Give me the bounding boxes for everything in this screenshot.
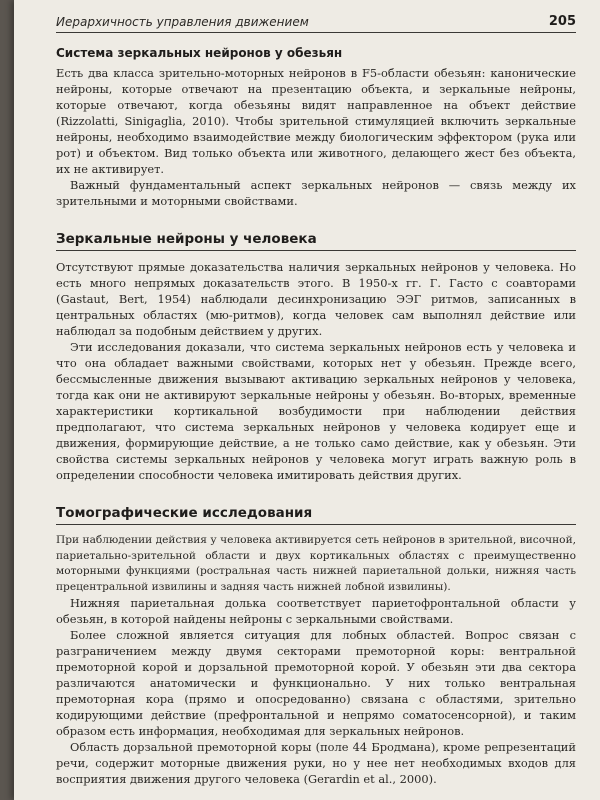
page-number: 205 (548, 14, 576, 29)
paragraph: Область дорзальной премоторной коры (поле 44 Бродмана), кроме репрезентаций речи, содержит моторные движения руки, но у нее нет необходимых входов для восприятия движения другого человека (Gerardin et al., 2000). (56, 740, 576, 786)
paragraph: Отсутствуют прямые доказательства наличия зеркальных нейронов у человека. Но есть много непрямых доказательств этого. В 1950-х гг. Г. Гасто с соавторами (Gastaut, Bert, 1954) наблюдали десинхронизацию ЭЭГ ритмов, записанных в центральных областях (мю-ритмов), когда человек сам выполнял действие или наблюдал за подобным действием у других. (56, 260, 576, 338)
section-heading: Томографические исследования (56, 505, 576, 525)
page-content (56, 46, 576, 787)
paragraph: Эти исследования доказали, что система зеркальных нейронов есть у человека и что она обладает важными свойствами, которых нет у обезьян. Прежде всего, бессмысленные движения вызывают активацию зеркальных нейронов у человека, тогда как они не активируют зеркальные нейроны у обезьян. Во-вторых, временные характеристики кортикальной возбудимости при наблюдении действия предполагают, что система зеркальных нейронов у человека кодирует еще и движения, формирующие действие, а не только само действие, как у обезьян. Эти свойства системы зеркальных нейронов у человека могут играть важную роль в определении способности человека имитировать действия других. (56, 340, 576, 482)
paragraph: Есть два класса зрительно-моторных нейронов в F5-области обезьян: канонические нейроны, которые отвечают на презентацию объекта, и зеркальные нейроны, которые отвечают, когда обезьяны видят направленное на объект действие (Rizzolatti, Sinigaglia, 2010). Чтобы зрительной стимуляцией включить зеркальные нейроны, необходимо взаимодействие между биологическим эффектором (рука или рот) и объектом. Вид только объекта или животного, делающего жест без объекта, их не активирует. (56, 66, 576, 176)
section-human-mirror-neurons (56, 231, 576, 483)
running-title: Иерархичность управления движением (56, 15, 309, 29)
paragraph: Важный фундаментальный аспект зеркальных нейронов — связь между их зрительными и моторными свойствами. (56, 178, 576, 208)
section-monkey-mirror-neurons (56, 46, 576, 209)
paragraph: Нижняя париетальная долька соответствует париетофронтальной области у обезьян, в которой найдены нейроны с зеркальными свойствами. (56, 596, 576, 626)
section-heading: Зеркальные нейроны у человека (56, 231, 576, 251)
book-page (14, 0, 600, 800)
section-tomographic-studies (56, 505, 576, 787)
running-head (56, 14, 576, 33)
paragraph: Более сложной является ситуация для лобных областей. Вопрос связан с разграничением между двумя секторами премоторной коры: вентральной премоторной корой и дорзальной премоторной корой. У обезьян эти два сектора различаются анатомически и функционально. У них только вентральная премоторная кора (прямо и опосредованно) связана с областями, зрительно кодирующими действие (префронтальной и непрямо соматосенсорной), и таким образом есть информация, необходимая для зеркальных нейронов. (56, 628, 576, 738)
paragraph: При наблюдении действия у человека активируется сеть нейронов в зрительной, височной, париетально-зрительной области и двух кортикальных областях с преимущественно моторными функциями (ростральная часть нижней париетальной дольки, нижняя часть прецентральной извилины и задняя часть нижней лобной извилины). (56, 534, 576, 593)
subheading: Система зеркальных нейронов у обезьян (56, 46, 343, 60)
